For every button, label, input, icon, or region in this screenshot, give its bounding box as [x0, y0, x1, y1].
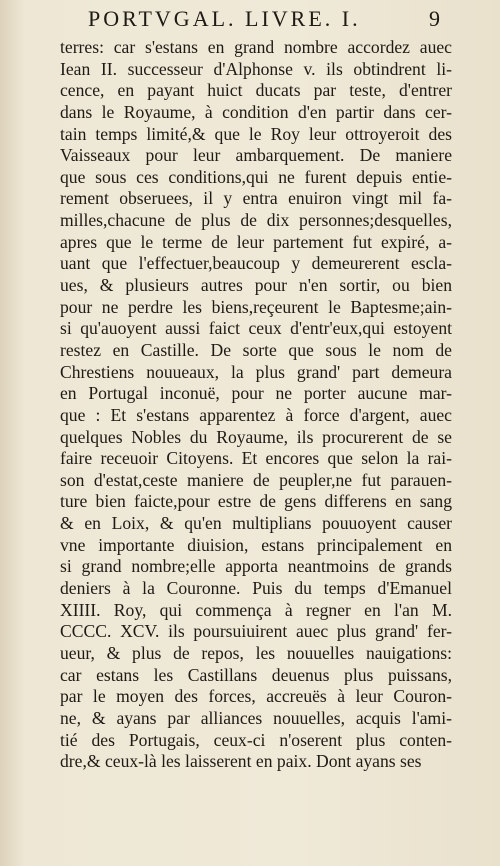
body-text	[60, 37, 452, 773]
text-line: Chrestiens nouueaux, la plus grand' part demeura	[60, 361, 452, 382]
text-line: que : Et s'estans apparentez à force d'argent, auec	[60, 404, 452, 425]
text-line: ture bien faicte,pour estre de gens differens en sang	[60, 491, 452, 512]
text-line: pour ne perdre les biens,reçeurent le Baptesme;ain-	[60, 296, 452, 317]
text-line: ueur, & plus de repos, les nouuelles nauigations:	[60, 642, 452, 663]
text-line: si qu'auoyent aussi faict ceux d'entr'eux,qui estoyent	[60, 318, 452, 339]
text-line: vne importante diuision, estans principalement en	[60, 534, 452, 555]
text-line: ues, & plusieurs autres pour n'en sortir, ou bien	[60, 275, 452, 296]
page-number: 9	[429, 6, 440, 31]
text-line: Iean II. successeur d'Alphonse v. ils obtindrent li-	[60, 58, 452, 79]
text-line: tié des Portugais, ceux-ci n'oserent plus conten-	[60, 729, 452, 750]
text-line: si grand nombre;elle apporta neantmoins de grands	[60, 556, 452, 577]
text-line: son d'estat,ceste maniere de peupler,ne fut parauen-	[60, 469, 452, 490]
text-line: par le moyen des forces, accreuës à leur Couron-	[60, 686, 452, 707]
text-line: car estans les Castillans deuenus plus puissans,	[60, 664, 452, 685]
running-head	[60, 6, 440, 36]
text-line: restez en Castille. De sorte que sous le nom de	[60, 339, 452, 360]
text-line: CCCC. XCV. ils poursuiuirent auec plus grand' fer-	[60, 621, 452, 642]
text-line: XIIII. Roy, qui commença à regner en l'an M.	[60, 599, 452, 620]
text-line: apres que le terme de leur partement fut expiré, a-	[60, 231, 452, 252]
text-line: & en Loix, & qu'en multiplians pouuoyent causer	[60, 513, 452, 534]
text-line: rement obseruees, il y entra enuiron vingt mil fa-	[60, 188, 452, 209]
text-line: en Portugal inconuë, pour ne porter aucune mar-	[60, 383, 452, 404]
text-line: que sous ces conditions,qui ne furent depuis entie-	[60, 166, 452, 187]
text-line: uant que l'effectuer,beaucoup y demeurerent escla-	[60, 253, 452, 274]
running-head-title: PORTVGAL. LIVRE. I.	[88, 6, 361, 31]
text-line: quelques Nobles du Royaume, ils procurerent de se	[60, 426, 452, 447]
text-line: dre,& ceux-là les laisserent en paix. Dont ayans ses	[60, 751, 422, 772]
text-line: terres: car s'estans en grand nombre accordez auec	[60, 37, 452, 57]
text-line: cence, en payant huict ducats par teste, d'entrer	[60, 80, 452, 101]
text-line: dans le Royaume, à condition d'en partir dans cer-	[60, 101, 452, 122]
text-line: ne, & ayans par alliances nouuelles, acquis l'ami-	[60, 707, 452, 728]
text-line: Vaisseaux pour leur ambarquement. De maniere	[60, 145, 452, 166]
text-line: tain temps limité,& que le Roy leur ottroyeroit des	[60, 123, 452, 144]
text-line: milles,chacune de plus de dix personnes;desquelles,	[60, 210, 452, 231]
text-line: deniers à la Couronne. Puis du temps d'Emanuel	[60, 578, 452, 599]
text-line: faire receuoir Citoyens. Et encores que selon la rai-	[60, 448, 452, 469]
